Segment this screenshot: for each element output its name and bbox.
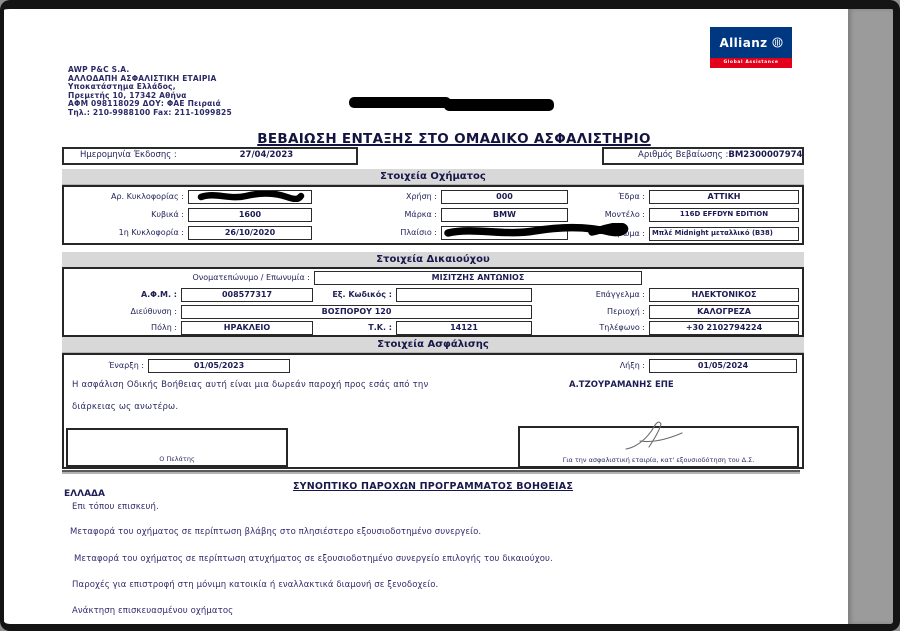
field-plate (66, 190, 312, 204)
company-line: ΑΛΛΟΔΑΠΗ ΑΣΦΑΛΙΣΤΙΚΗ ΕΤΑΙΡΙΑ (68, 73, 217, 83)
certificate-number-value: BM2300007974 (728, 150, 803, 160)
phone-value: +30 2102794224 (649, 321, 799, 335)
divider-rule (62, 470, 800, 472)
seat-value: ΑΤΤΙΚΗ (649, 190, 799, 204)
insurance-note-line1: Η ασφάλιση Οδικής Βοήθειας αυτή είναι μια δωρεάν παροχή προς εσάς από την (72, 380, 429, 390)
field-seat (574, 190, 799, 204)
field-start (66, 359, 290, 373)
page-title: ΒΕΒΑΙΩΣΗ ΕΝΤΑΞΗΣ ΣΤΟ ΟΜΑΔΙΚΟ ΑΣΦΑΛΙΣΤΗΡΙΟ (257, 131, 651, 147)
field-use (379, 190, 568, 204)
title-row (74, 128, 834, 147)
field-phone (567, 321, 799, 335)
end-value: 01/05/2024 (649, 359, 797, 373)
start-value: 01/05/2023 (148, 359, 290, 373)
field-name (66, 271, 642, 285)
insurance-note-line2: διάρκειας ως ανωτέρω. (72, 402, 179, 412)
chassis-label: Πλαίσιο : (400, 228, 437, 237)
afm-label: Α.Φ.Μ. : (140, 290, 177, 299)
name-label: Ονοματεπώνυμο / Επωνυμία : (192, 273, 310, 282)
field-ext-code (324, 288, 532, 302)
redaction-bar (444, 99, 554, 111)
benefit-item: Μεταφορά του οχήματος σε περίπτωση βλάβης στο πλησιέστερο εξουσιοδοτημένο συνεργείο. (70, 527, 482, 537)
field-make (379, 208, 568, 222)
benefit-item: Ανάκτηση επισκευασμένου οχήματος (72, 606, 234, 616)
area-label: Περιοχή : (607, 307, 645, 316)
seat-label: Έδρα : (618, 192, 645, 201)
profession-label: Επάγγελμα : (595, 290, 645, 299)
city-label: Πόλη : (151, 323, 177, 332)
company-line: Πρεμετής 10, 17342 Αθήνα (68, 90, 187, 100)
allianz-wordmark: Allianz (719, 35, 768, 50)
make-value: BMW (441, 208, 568, 222)
start-label: Έναρξη : (108, 361, 144, 370)
model-label: Μοντέλο : (604, 210, 645, 219)
section-vehicle-title: Στοιχεία Οχήματος (62, 169, 804, 184)
make-label: Μάρκα : (404, 210, 437, 219)
benefits-heading: ΣΥΝΟΠΤΙΚΟ ΠΑΡΟΧΩΝ ΠΡΟΓΡΑΜΜΑΤΟΣ ΒΟΗΘΕΙΑΣ (292, 481, 574, 492)
afm-value: 008577317 (181, 288, 313, 302)
zip-value: 14121 (396, 321, 532, 335)
name-value: ΜΙΣΙΤΖΗΣ ΑΝΤΩΝΙΟΣ (314, 271, 642, 285)
issue-date-label: Ημερομηνία Έκδοσης : (80, 150, 177, 160)
allianz-logo (710, 27, 792, 68)
issue-date-box (62, 147, 358, 165)
signature-scribble (618, 418, 690, 454)
city-value: ΗΡΑΚΛΕΙΟ (181, 321, 313, 335)
use-value: 000 (441, 190, 568, 204)
allianz-logo-blue-band (710, 27, 792, 58)
redaction-bar (349, 97, 451, 108)
benefit-item: Παροχές για επιστροφή στη μόνιμη κατοικία ή εναλλακτικά διαμονή σε ξενοδοχείο. (72, 580, 439, 590)
company-signature-label: Για την ασφαλιστική εταιρία, κατ' εξουσιοδότηση του Δ.Σ. (562, 456, 755, 464)
field-profession (567, 288, 799, 302)
field-area (567, 305, 799, 319)
color-label: Χρώμα : (612, 229, 645, 238)
field-address (66, 305, 532, 319)
field-afm (66, 288, 313, 302)
insurance-provider: Α.ΤΖΟΥΡΑΜΑΝΗΣ ΕΠΕ (569, 380, 674, 390)
field-zip (324, 321, 532, 335)
customer-signature-box (66, 428, 288, 467)
certificate-number-box (602, 147, 804, 165)
model-value: 116D EFFDYN EDITION (649, 208, 799, 222)
benefits-heading-row (62, 474, 804, 493)
first-reg-label: 1η Κυκλοφορία : (118, 228, 184, 237)
certificate-number-label: Αριθμός Βεβαίωσης : (638, 150, 729, 160)
end-label: Λήξη : (619, 361, 645, 370)
section-beneficiary-title: Στοιχεία Δικαιούχου (62, 252, 804, 267)
ext-code-value (396, 288, 532, 302)
address-value: ΒΟΣΠΟΡΟΥ 120 (181, 305, 532, 319)
cc-label: Κυβικά : (151, 210, 184, 219)
field-first-reg (66, 226, 312, 240)
plate-label: Αρ. Κυκλοφορίας : (110, 192, 184, 201)
use-label: Χρήση : (405, 192, 437, 201)
company-line: Υποκατάστημα Ελλάδος, (68, 82, 176, 92)
plate-value-redacted (188, 190, 312, 204)
field-city (66, 321, 313, 335)
benefits-country: ΕΛΛΑΔΑ (64, 489, 105, 499)
zip-label: Τ.Κ. : (368, 323, 392, 332)
first-reg-value: 26/10/2020 (188, 226, 312, 240)
company-line: Τηλ.: 210-9988100 Fax: 211-1099825 (68, 107, 232, 117)
field-end (564, 359, 797, 373)
address-label: Διεύθυνση : (130, 307, 177, 316)
redaction-scribble (442, 223, 638, 241)
phone-label: Τηλέφωνο : (599, 323, 645, 332)
redaction-scribble (191, 191, 309, 202)
allianz-tagline: Global Assistance (710, 58, 792, 68)
color-value: Μπλέ Midnight μεταλλικό (B38) (649, 227, 799, 241)
cc-value: 1600 (188, 208, 312, 222)
company-signature-box (518, 426, 799, 468)
area-value: ΚΑΛΟΓΡΕΖΑ (649, 305, 799, 319)
customer-signature-label: Ο Πελάτης (159, 455, 195, 463)
company-line: AWP P&C S.A. (68, 65, 130, 74)
ext-code-label: Εξ. Κωδικός : (332, 290, 392, 299)
issue-date-value: 27/04/2023 (239, 150, 294, 160)
field-cc (66, 208, 312, 222)
benefit-item: Μεταφορά του οχήματος σε περίπτωση ατυχήματος σε εξουσιοδοτημένο συνεργείο επιλογής του δικαιούχου. (74, 554, 553, 564)
section-insurance-title: Στοιχεία Ασφάλισης (62, 337, 804, 352)
benefit-item: Επι τόπου επισκευή. (72, 502, 159, 512)
allianz-eagle-icon (772, 37, 783, 48)
profession-value: ΗΛΕΚΤΟΝΙΚΟΣ (649, 288, 799, 302)
field-model (574, 208, 799, 222)
company-info (68, 66, 232, 118)
company-line: ΑΦΜ 098118029 ΔΟΥ: ΦΑΕ Πειραιά (68, 99, 221, 109)
document-page (4, 9, 893, 624)
